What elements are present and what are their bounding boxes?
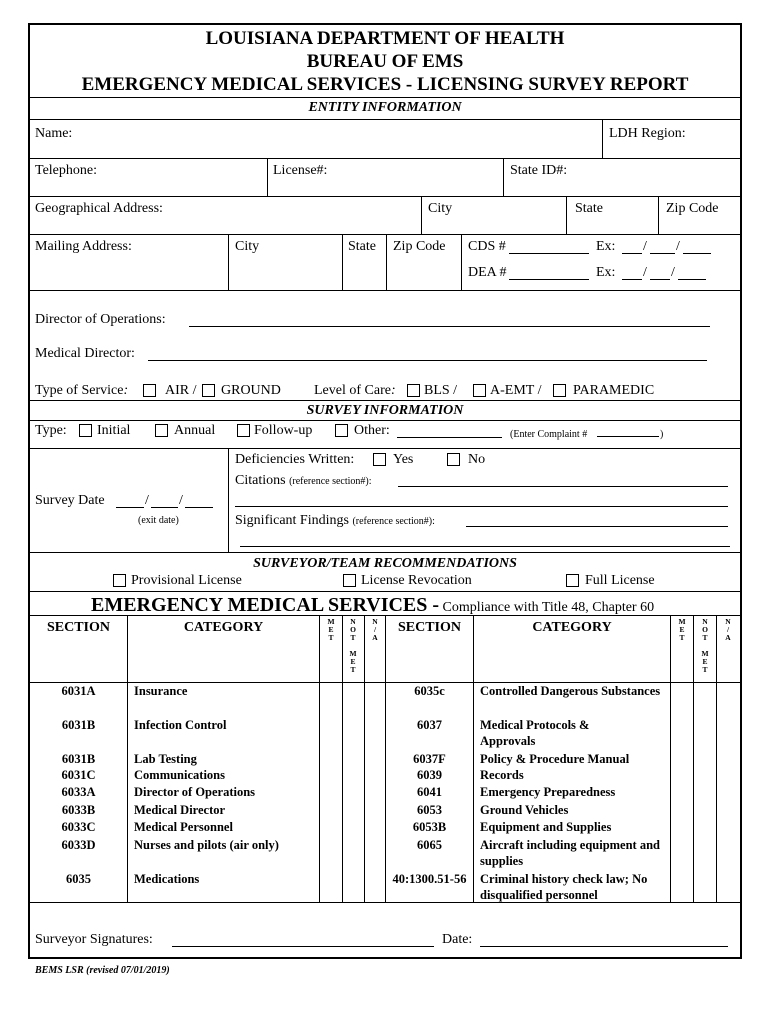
mail-city-label: City [235, 239, 260, 254]
divider [716, 615, 717, 902]
right-row-category: Medical Protocols & Approvals [480, 718, 590, 748]
survey-date-day-field[interactable] [151, 507, 178, 508]
right-category-header: CATEGORY [532, 620, 612, 635]
divider [29, 234, 741, 235]
survey-type-label: Type: [35, 423, 67, 438]
divider [503, 158, 504, 196]
director-of-operations-field[interactable] [189, 326, 710, 327]
left-category-header: CATEGORY [183, 620, 264, 635]
geographical-address-field[interactable] [180, 197, 418, 234]
frame-top [28, 23, 742, 25]
mail-zip-label: Zip Code [393, 239, 446, 254]
right-row-section: 6053B [412, 820, 447, 834]
type-of-service-label: Type of Service: [35, 383, 129, 398]
paramedic-checkbox[interactable] [553, 384, 566, 397]
divider [29, 290, 741, 291]
slash: / [671, 265, 675, 280]
survey-date-label: Survey Date [35, 493, 105, 508]
right-row-section: 40:1300.51-56 [392, 872, 467, 886]
left-row-category: Nurses and pilots (air only) [134, 838, 279, 852]
deficiencies-no-checkbox[interactable] [447, 453, 460, 466]
significant-findings-label: Significant Findings (reference section#): [235, 513, 435, 528]
entity-info-heading: ENTITY INFORMATION [308, 100, 462, 115]
divider [29, 420, 741, 421]
citations-label: Citations (reference section#): [235, 473, 372, 488]
left-section-header: SECTION [46, 620, 111, 635]
right-met-header: M E T [678, 617, 686, 642]
left-row-section: 6031B [61, 752, 96, 766]
left-row-category: Insurance [134, 684, 188, 698]
provisional-license-checkbox[interactable] [113, 574, 126, 587]
divider [364, 615, 365, 902]
right-not-met-header: N O T M E T [701, 617, 709, 674]
paramedic-label: PARAMEDIC [573, 383, 655, 398]
deficiencies-yes-label: Yes [393, 452, 414, 467]
other-field[interactable] [397, 437, 502, 438]
right-row-section: 6065 [417, 838, 442, 852]
divider [319, 615, 320, 902]
medical-director-field[interactable] [148, 360, 707, 361]
right-row-section: 6041 [417, 785, 442, 799]
divider [693, 615, 694, 902]
divider [29, 552, 741, 553]
left-met-header: M E T [327, 617, 335, 642]
frame-right [740, 23, 742, 958]
cds-exp-month-field[interactable] [622, 253, 642, 254]
follow-up-label: Follow-up [254, 423, 313, 438]
slash: / [643, 239, 647, 254]
survey-date-month-field[interactable] [116, 507, 144, 508]
cds-exp-label: Ex: [596, 239, 616, 254]
other-checkbox[interactable] [335, 424, 348, 437]
left-na-header: N / A [372, 617, 378, 642]
divider [29, 97, 741, 98]
divider [658, 196, 659, 234]
initial-label: Initial [97, 423, 131, 438]
telephone-field[interactable] [110, 159, 265, 196]
left-row-section: 6033A [61, 785, 96, 799]
cds-exp-year-field[interactable] [683, 253, 711, 254]
ldh-region-field[interactable] [603, 140, 739, 158]
right-row-category: Criminal history check law; No disqualified personnel [480, 872, 648, 902]
slash: / [179, 493, 183, 508]
director-of-operations-label: Director of Operations: [35, 312, 166, 327]
name-field[interactable] [95, 120, 600, 158]
right-row-category: Equipment and Supplies [480, 820, 612, 834]
dea-number-field[interactable] [509, 279, 589, 280]
divider [228, 234, 229, 290]
right-na-header: N / A [725, 617, 731, 642]
header-line-2: BUREAU OF EMS [306, 51, 464, 72]
exit-date-label: (exit date) [138, 515, 179, 526]
divider [127, 615, 128, 902]
divider [29, 400, 741, 401]
divider [473, 615, 474, 902]
air-label: AIR / [165, 383, 197, 398]
left-row-category: Director of Operations [134, 785, 256, 799]
divider [29, 591, 741, 592]
right-row-category: Policy & Procedure Manual [480, 752, 630, 766]
slash: / [676, 239, 680, 254]
left-row-section: 6031B [61, 718, 96, 732]
follow-up-checkbox[interactable] [237, 424, 250, 437]
bls-checkbox[interactable] [407, 384, 420, 397]
left-row-section: 6035 [66, 872, 91, 886]
annual-label: Annual [174, 423, 216, 438]
mailing-address-label: Mailing Address: [35, 239, 132, 254]
divider [29, 448, 741, 449]
signature-date-field[interactable] [480, 946, 728, 947]
ldh-region-label: LDH Region: [609, 126, 686, 141]
citations-field[interactable] [398, 486, 728, 487]
mail-state-label: State [348, 239, 376, 254]
telephone-label: Telephone: [35, 163, 97, 178]
surveyor-signatures-label: Surveyor Signatures: [35, 932, 153, 947]
compliance-title: EMERGENCY MEDICAL SERVICES - Compliance with Title 48, Chapter 60 [91, 594, 655, 616]
cds-label: CDS # [468, 239, 506, 254]
geo-zip-label: Zip Code [666, 201, 719, 216]
dea-exp-month-field[interactable] [622, 279, 642, 280]
deficiencies-no-label: No [468, 452, 486, 467]
right-row-section: 6037F [413, 752, 446, 766]
left-row-section: 6033D [61, 838, 96, 852]
dea-label: DEA # [468, 265, 507, 280]
left-row-section: 6031A [61, 684, 96, 698]
left-row-category: Medical Director [134, 803, 226, 817]
left-row-category: Communications [134, 768, 225, 782]
name-label: Name: [35, 126, 73, 141]
survey-date-year-field[interactable] [185, 507, 213, 508]
left-row-section: 6031C [61, 768, 96, 782]
divider [342, 234, 343, 290]
full-license-label: Full License [585, 573, 655, 588]
enter-complaint-label: (Enter Complaint # [510, 429, 588, 440]
right-row-category: Ground Vehicles [480, 803, 569, 817]
left-row-section: 6033B [61, 803, 96, 817]
left-row-category: Infection Control [134, 718, 227, 732]
right-row-section: 6039 [417, 768, 442, 782]
frame-bottom [28, 957, 742, 959]
survey-info-heading: SURVEY INFORMATION [306, 403, 464, 418]
aemt-checkbox[interactable] [473, 384, 486, 397]
dea-exp-label: Ex: [596, 265, 616, 280]
provisional-license-label: Provisional License [131, 573, 242, 588]
ground-checkbox[interactable] [202, 384, 215, 397]
revision-note: BEMS LSR (revised 07/01/2019) [35, 965, 170, 976]
divider [342, 615, 343, 902]
ground-label: GROUND [221, 383, 281, 398]
level-of-care-label: Level of Care: [314, 383, 396, 398]
left-row-category: Medications [134, 872, 200, 886]
license-number-label: License#: [273, 163, 328, 178]
right-section-header: SECTION [397, 620, 462, 635]
right-row-category: Records [480, 768, 524, 782]
dea-exp-year-field[interactable] [678, 279, 706, 280]
left-row-section: 6033C [61, 820, 96, 834]
surveyor-signatures-field[interactable] [172, 946, 434, 947]
right-row-category: Controlled Dangerous Substances [480, 684, 661, 698]
signature-date-label: Date: [442, 932, 473, 947]
citations-field-2[interactable] [235, 506, 728, 507]
left-row-category: Lab Testing [134, 752, 197, 766]
left-row-category: Medical Personnel [134, 820, 233, 834]
state-id-label: State ID#: [510, 163, 568, 178]
right-row-section: 6035c [414, 684, 445, 698]
document-title: EMERGENCY MEDICAL SERVICES - LICENSING SURVEY REPORT [81, 74, 689, 95]
state-id-field[interactable] [580, 159, 738, 196]
paren-close: ) [660, 429, 664, 440]
full-license-checkbox[interactable] [566, 574, 579, 587]
initial-checkbox[interactable] [79, 424, 92, 437]
cds-number-field[interactable] [509, 253, 589, 254]
aemt-label: A-EMT / [490, 383, 542, 398]
right-row-category: Emergency Preparedness [480, 785, 616, 799]
other-label: Other: [354, 423, 390, 438]
annual-checkbox[interactable] [155, 424, 168, 437]
air-checkbox[interactable] [143, 384, 156, 397]
license-number-field[interactable] [335, 159, 500, 196]
medical-director-label: Medical Director: [35, 346, 135, 361]
significant-findings-field[interactable] [466, 526, 728, 527]
divider [421, 196, 422, 234]
right-row-section: 6053 [417, 803, 442, 817]
deficiencies-yes-checkbox[interactable] [373, 453, 386, 466]
geo-city-label: City [428, 201, 453, 216]
left-not-met-header: N O T M E T [349, 617, 357, 674]
bls-label: BLS / [424, 383, 458, 398]
slash: / [145, 493, 149, 508]
right-row-category: Aircraft including equipment and supplies [480, 838, 660, 868]
divider [670, 615, 671, 902]
deficiencies-label: Deficiencies Written: [235, 452, 355, 467]
divider [228, 448, 229, 552]
complaint-number-field[interactable] [597, 436, 659, 437]
recommendations-heading: SURVEYOR/TEAM RECOMMENDATIONS [253, 556, 517, 571]
cds-exp-day-field[interactable] [650, 253, 675, 254]
license-revocation-checkbox[interactable] [343, 574, 356, 587]
header-line-1: LOUISIANA DEPARTMENT OF HEALTH [205, 28, 565, 49]
dea-exp-day-field[interactable] [650, 279, 670, 280]
divider [566, 196, 567, 234]
divider [267, 158, 268, 196]
divider [386, 234, 387, 290]
geographical-address-label: Geographical Address: [35, 201, 163, 216]
right-row-section: 6037 [417, 718, 442, 732]
significant-findings-field-2[interactable] [240, 546, 730, 547]
divider [461, 234, 462, 290]
slash: / [643, 265, 647, 280]
geo-state-label: State [575, 201, 603, 216]
license-revocation-label: License Revocation [361, 573, 472, 588]
